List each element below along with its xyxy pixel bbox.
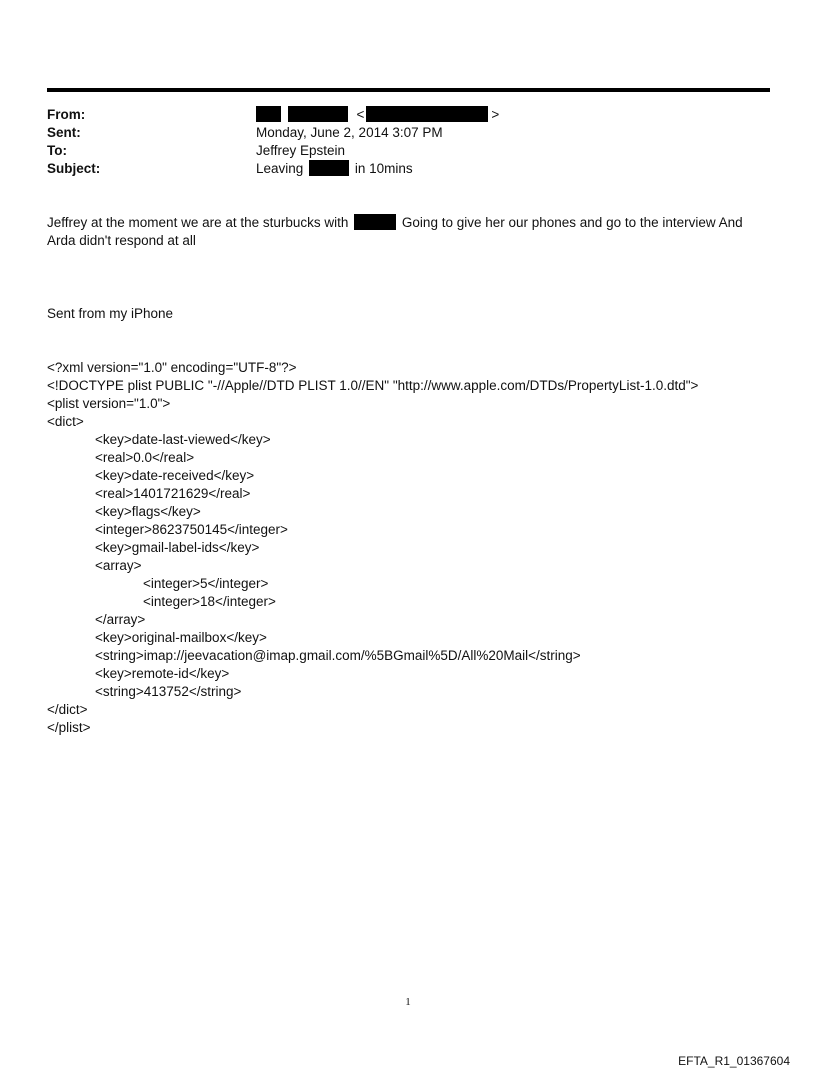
redaction-block	[288, 106, 348, 122]
plist-line: <integer>8623750145</integer>	[95, 522, 288, 537]
message-body	[47, 214, 770, 250]
redaction-block	[256, 106, 281, 122]
plist-line: <string>imap://jeevacation@imap.gmail.com/%5BGmail%5D/All%20Mail</string>	[95, 648, 581, 663]
email-open-bracket: <	[356, 107, 365, 122]
to-value: Jeffrey Epstein	[256, 143, 346, 158]
subject-label: Subject:	[47, 161, 101, 176]
message-text-after: Going to give her our phones and go to the interview And	[401, 215, 743, 230]
subject-text-after: in 10mins	[354, 161, 413, 176]
plist-line: <key>original-mailbox</key>	[95, 630, 267, 645]
email-header	[47, 106, 770, 178]
message-line-1	[47, 214, 770, 232]
plist-line: <array>	[95, 558, 142, 573]
plist-line: <key>remote-id</key>	[95, 666, 230, 681]
plist-line: <key>date-received</key>	[95, 468, 255, 483]
from-value	[256, 106, 499, 124]
plist-line: <real>1401721629</real>	[95, 486, 251, 501]
to-row	[47, 142, 770, 160]
plist-lines	[47, 359, 770, 737]
plist-line: <key>flags</key>	[95, 504, 201, 519]
document-id: EFTA_R1_01367604	[678, 1054, 790, 1068]
plist-line: <real>0.0</real>	[95, 450, 195, 465]
email-close-bracket: >	[491, 107, 500, 122]
subject-text-before: Leaving	[256, 161, 304, 176]
plist-line: <integer>18</integer>	[143, 594, 276, 609]
sent-value: Monday, June 2, 2014 3:07 PM	[256, 125, 443, 140]
redaction-block	[366, 106, 488, 122]
plist-line: <key>gmail-label-ids</key>	[95, 540, 260, 555]
page-number: 1	[405, 996, 411, 1008]
plist-line: </array>	[95, 612, 146, 627]
from-row	[47, 106, 770, 124]
signature-line: Sent from my iPhone	[47, 306, 174, 321]
plist-line: <key>date-last-viewed</key>	[95, 432, 271, 447]
plist-line: <!DOCTYPE plist PUBLIC "-//Apple//DTD PLIST 1.0//EN" "http://www.apple.com/DTDs/PropertyList-1.0.dtd">	[47, 378, 699, 393]
plist-line: </plist>	[47, 720, 91, 735]
plist-line: </dict>	[47, 702, 88, 717]
plist-line: <integer>5</integer>	[143, 576, 269, 591]
subject-row	[47, 160, 770, 178]
redaction-block	[354, 214, 396, 230]
plist-line: <plist version="1.0">	[47, 396, 171, 411]
plist-line: <string>413752</string>	[95, 684, 242, 699]
plist-line: <dict>	[47, 414, 84, 429]
plist-block	[47, 269, 770, 755]
subject-value	[256, 160, 413, 178]
sent-row	[47, 124, 770, 142]
to-label: To:	[47, 143, 67, 158]
sent-label: Sent:	[47, 125, 81, 140]
message-line-2: Arda didn't respond at all	[47, 233, 196, 248]
header-rule	[47, 88, 770, 92]
from-label: From:	[47, 107, 86, 122]
redaction-block	[309, 160, 349, 176]
plist-line: <?xml version="1.0" encoding="UTF-8"?>	[47, 360, 297, 375]
message-text-before: Jeffrey at the moment we are at the sturbucks with	[47, 215, 349, 230]
